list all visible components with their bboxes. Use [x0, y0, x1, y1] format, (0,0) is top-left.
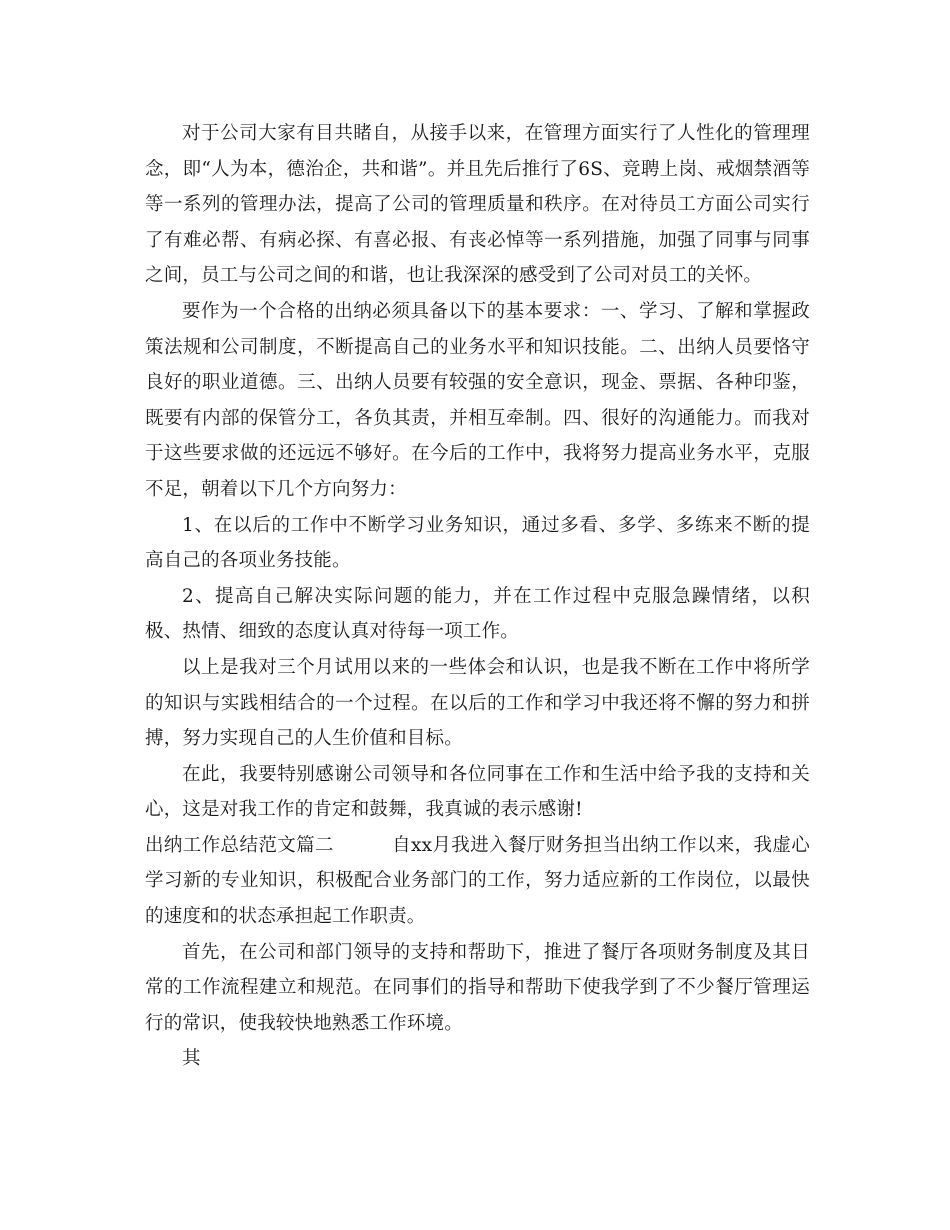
paragraph-cashier-requirements: 要作为一个合格的出纳必须具备以下的基本要求：一、学习、了解和掌握政策法规和公司制度，不断提高自己的业务水平和知识技能。二、出纳人员要恪守良好的职业道德。三、出纳人员要有较强的安全意识，现金、票据、各种印鉴，既要有内部的保管分工，各负其责，并相互牵制。四、很好的沟通能力。而我对于这些要求做的还远远不够好。在今后的工作中，我将努力提高业务水平，克服不足，朝着以下几个方向努力： [145, 300, 810, 500]
paragraph-management: 对于公司大家有目共睹自，从接手以来，在管理方面实行了人性化的管理理念，即“人为本，德治企，共和谐”。并且先后推行了6S、竞聘上岗、戒烟禁酒等等一系列的管理办法，提高了公司的管理质量和秩序。在对待员工方面公司实行了有难必帮、有病必探、有喜必报、有丧必悼等一系列措施，加强了同事与同事之间，员工与公司之间的和谐，也让我深深的感受到了公司对员工的关怀。 [145, 123, 810, 287]
section-first-paragraph: 自xx月我进入餐厅财务担当出纳工作以来，我虚心学习新的专业知识，积极配合业务部门的工作，努力适应新的工作岗位，以最快的速度和的状态承担起工作职责。 [145, 834, 810, 928]
paragraph-summary: 以上是我对三个月试用以来的一些体会和认识，也是我不断在工作中将所学的知识与实践相结合的一个过程。在以后的工作和学习中我还将不懈的努力和拼搏，努力实现自己的人生价值和目标。 [145, 656, 810, 750]
paragraph-truncated: 其 [182, 1048, 201, 1070]
paragraph-goal-1: 1、在以后的工作中不断学习业务知识，通过多看、多学、多练来不断的提高自己的各项业务技能。 [145, 514, 810, 572]
section-two-opening [145, 828, 810, 935]
document-body [145, 116, 810, 1077]
paragraph-thanks: 在此，我要特别感谢公司领导和各位同事在工作和生活中给予我的支持和关心，这是对我工作的肯定和鼓舞，我真诚的表示感谢! [145, 763, 810, 821]
paragraph-goal-2: 2、提高自己解决实际问题的能力，并在工作过程中克服急躁情绪，以积极、热情、细致的态度认真对待每一项工作。 [145, 585, 810, 643]
paragraph-first: 首先，在公司和部门领导的支持和帮助下，推进了餐厅各项财务制度及其日常的工作流程建立和规范。在同事们的指导和帮助下使我学到了不少餐厅管理运行的常识，使我较快地熟悉工作环境。 [145, 941, 810, 1034]
section-title: 出纳工作总结范文篇二 [145, 834, 334, 856]
